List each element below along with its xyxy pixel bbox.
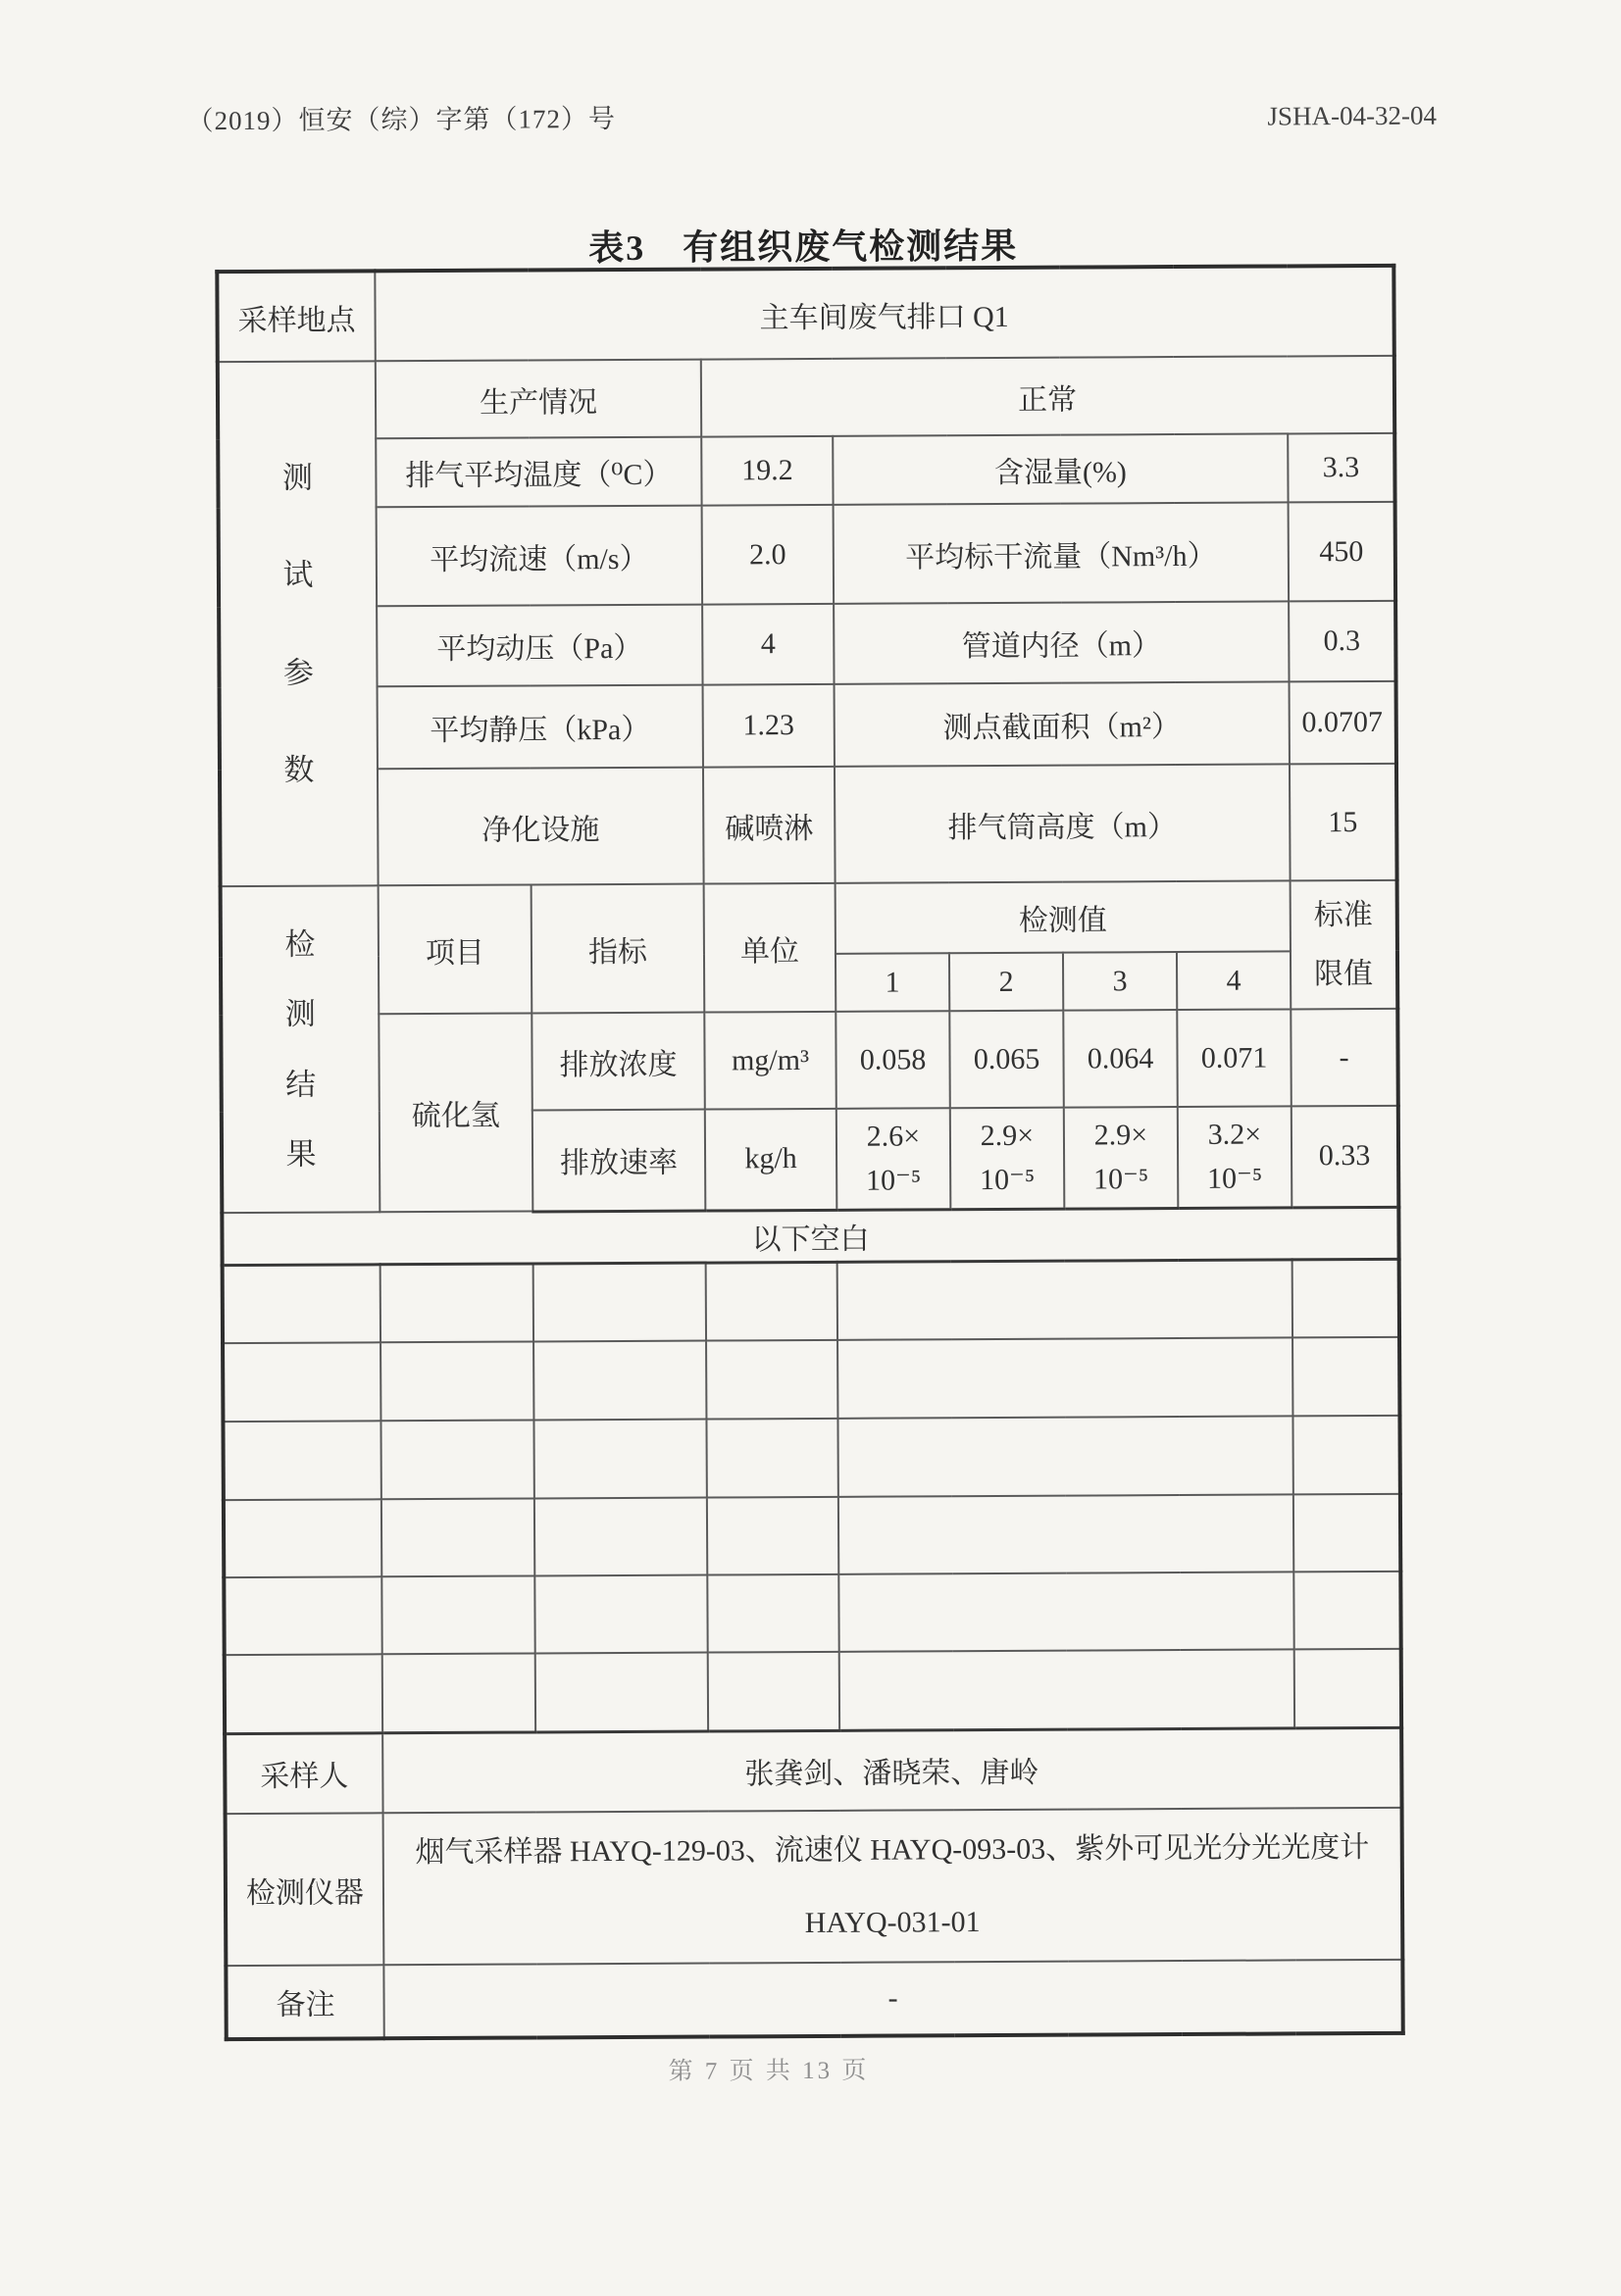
- col-header-value-2: 2: [949, 953, 1063, 1012]
- empty-cell: [533, 1341, 706, 1421]
- param-value-cell: 3.3: [1288, 433, 1394, 503]
- value-cell: 0.064: [1063, 1010, 1178, 1108]
- empty-cell: [1293, 1494, 1400, 1572]
- param-value-cell: 2.0: [702, 505, 835, 605]
- empty-cell: [838, 1494, 1293, 1573]
- value-cell: 2.6× 10⁻⁵: [836, 1108, 951, 1210]
- sampling-site-label-cell: 采样地点: [217, 271, 375, 362]
- table-title: 表3 有组织废气检测结果: [588, 225, 1019, 269]
- row-production: [218, 356, 1394, 439]
- sampler-label-cell: 采样人: [225, 1732, 382, 1814]
- empty-cell: [707, 1497, 838, 1575]
- col-header-limit: 标准 限值: [1291, 880, 1398, 1010]
- doc-number: （2019）恒安（综）字第（172）号: [186, 104, 617, 136]
- value-cell: 0.058: [836, 1011, 950, 1109]
- empty-cell: [223, 1342, 380, 1422]
- param-label-cell: 平均动压（Pa）: [377, 605, 702, 687]
- param-label-cell: 测点截面积（m²）: [835, 681, 1290, 766]
- empty-cell: [837, 1259, 1292, 1339]
- empty-cell: [707, 1574, 838, 1653]
- empty-row: [223, 1416, 1399, 1500]
- param-label-cell: 管道内径（m）: [834, 601, 1289, 683]
- param-value-cell: 1.23: [703, 684, 835, 768]
- empty-cell: [535, 1653, 708, 1732]
- col-header-value-3: 3: [1063, 952, 1177, 1011]
- empty-cell: [1294, 1649, 1401, 1728]
- results-section-cell: [221, 885, 380, 1213]
- row-param: [219, 601, 1395, 687]
- instruments-label-cell: 检测仪器: [226, 1813, 384, 1966]
- empty-cell: [706, 1262, 837, 1341]
- param-value-cell: 4: [702, 604, 834, 685]
- empty-cell: [382, 1653, 535, 1732]
- row-result-concentration: [221, 1009, 1398, 1112]
- remark-value-cell: -: [383, 1960, 1402, 2038]
- col-header-value-1: 1: [836, 953, 949, 1012]
- param-value-cell: 15: [1290, 764, 1397, 881]
- empty-cell: [381, 1498, 534, 1576]
- unit-cell: mg/m³: [704, 1012, 836, 1110]
- param-label-cell: 含湿量(%): [833, 433, 1288, 504]
- value-cell: 0.065: [949, 1011, 1064, 1109]
- empty-cell: [223, 1264, 380, 1343]
- empty-cell: [225, 1654, 382, 1733]
- production-label-cell: 生产情况: [376, 360, 701, 439]
- empty-cell: [837, 1416, 1292, 1496]
- row-param: [220, 764, 1397, 886]
- row-remark: [226, 1960, 1402, 2039]
- param-value-cell: 19.2: [701, 436, 833, 506]
- value-cell: 3.2× 10⁻⁵: [1178, 1106, 1292, 1208]
- sampler-value-cell: 张龚剑、潘晓荣、唐岭: [382, 1727, 1401, 1813]
- empty-row: [223, 1337, 1399, 1422]
- row-blank-note: [222, 1207, 1398, 1265]
- empty-cell: [380, 1263, 533, 1342]
- col-header-value-4: 4: [1177, 951, 1291, 1010]
- col-header-values: 检测值: [836, 880, 1291, 953]
- remark-label-cell: 备注: [226, 1965, 383, 2039]
- empty-cell: [381, 1575, 534, 1654]
- empty-cell: [380, 1420, 533, 1499]
- empty-cell: [534, 1575, 707, 1654]
- indicator-cell: 排放速率: [532, 1110, 706, 1212]
- empty-cell: [380, 1341, 533, 1421]
- empty-cell: [533, 1263, 706, 1342]
- indicator-cell: 排放浓度: [532, 1013, 705, 1111]
- page-number: 第 7 页 共 13 页: [668, 2057, 870, 2085]
- param-label-cell: 排气平均温度（⁰C）: [376, 437, 701, 508]
- test-params-section-cell: [218, 361, 379, 886]
- empty-cell: [706, 1340, 837, 1420]
- test-params-section-label: 测 试 参 数: [281, 460, 315, 787]
- empty-cell: [839, 1649, 1294, 1729]
- col-header-indicator: 指标: [532, 884, 705, 1014]
- param-label-cell: 净化设施: [378, 768, 704, 886]
- empty-cell: [706, 1419, 837, 1498]
- param-label-cell: 排气筒高度（m）: [835, 764, 1291, 882]
- row-param: [218, 433, 1394, 508]
- doc-code: JSHA-04-32-04: [1267, 100, 1438, 131]
- empty-cell: [1292, 1416, 1399, 1495]
- empty-row: [224, 1494, 1400, 1577]
- unit-cell: kg/h: [705, 1109, 837, 1211]
- value-cell: 2.9× 10⁻⁵: [1064, 1107, 1179, 1209]
- param-label-cell: 平均流速（m/s）: [377, 506, 703, 607]
- instruments-value-cell: 烟气采样器 HAYQ-129-03、流速仪 HAYQ-093-03、紫外可见光分光光度计 HAYQ-031-01: [383, 1808, 1403, 1965]
- empty-cell: [533, 1420, 706, 1499]
- results-section-label: 检 测 结 果: [284, 926, 317, 1172]
- production-value-cell: 正常: [701, 356, 1394, 437]
- empty-cell: [1292, 1259, 1399, 1338]
- row-param: [219, 502, 1396, 607]
- col-header-item: 项目: [379, 884, 532, 1014]
- blank-note-cell: 以下空白: [222, 1207, 1398, 1265]
- empty-cell: [534, 1498, 707, 1576]
- sampling-site-value-cell: 主车间废气排口 Q1: [375, 266, 1394, 361]
- param-value-cell: 0.3: [1289, 601, 1395, 682]
- row-sampling-site: [217, 266, 1394, 362]
- row-sampler: [225, 1727, 1401, 1814]
- empty-cell: [223, 1421, 380, 1500]
- empty-row: [224, 1572, 1400, 1655]
- empty-cell: [708, 1652, 839, 1731]
- param-label-cell: 平均标干流量（Nm³/h）: [834, 502, 1290, 603]
- limit-cell: 0.33: [1292, 1106, 1399, 1208]
- empty-cell: [224, 1499, 381, 1577]
- param-value-cell: 0.0707: [1290, 681, 1396, 765]
- row-param: [220, 681, 1396, 770]
- param-label-cell: 平均静压（kPa）: [378, 685, 703, 770]
- report-table: [215, 264, 1404, 2041]
- value-cell: 0.071: [1177, 1009, 1292, 1107]
- row-results-header: [221, 880, 1397, 957]
- empty-row: [223, 1259, 1399, 1343]
- empty-cell: [1292, 1337, 1399, 1417]
- empty-cell: [1293, 1572, 1400, 1650]
- value-cell: 2.9× 10⁻⁵: [950, 1108, 1065, 1210]
- item-name-cell: 硫化氢: [379, 1013, 532, 1212]
- limit-cell: -: [1291, 1009, 1398, 1107]
- empty-cell: [837, 1337, 1292, 1418]
- param-value-cell: 450: [1289, 502, 1396, 602]
- empty-cell: [838, 1572, 1293, 1651]
- param-value-cell: 碱喷淋: [703, 767, 836, 884]
- empty-row: [225, 1649, 1401, 1733]
- row-instruments: [226, 1808, 1403, 1966]
- empty-cell: [224, 1576, 381, 1655]
- col-header-unit: 单位: [704, 883, 836, 1013]
